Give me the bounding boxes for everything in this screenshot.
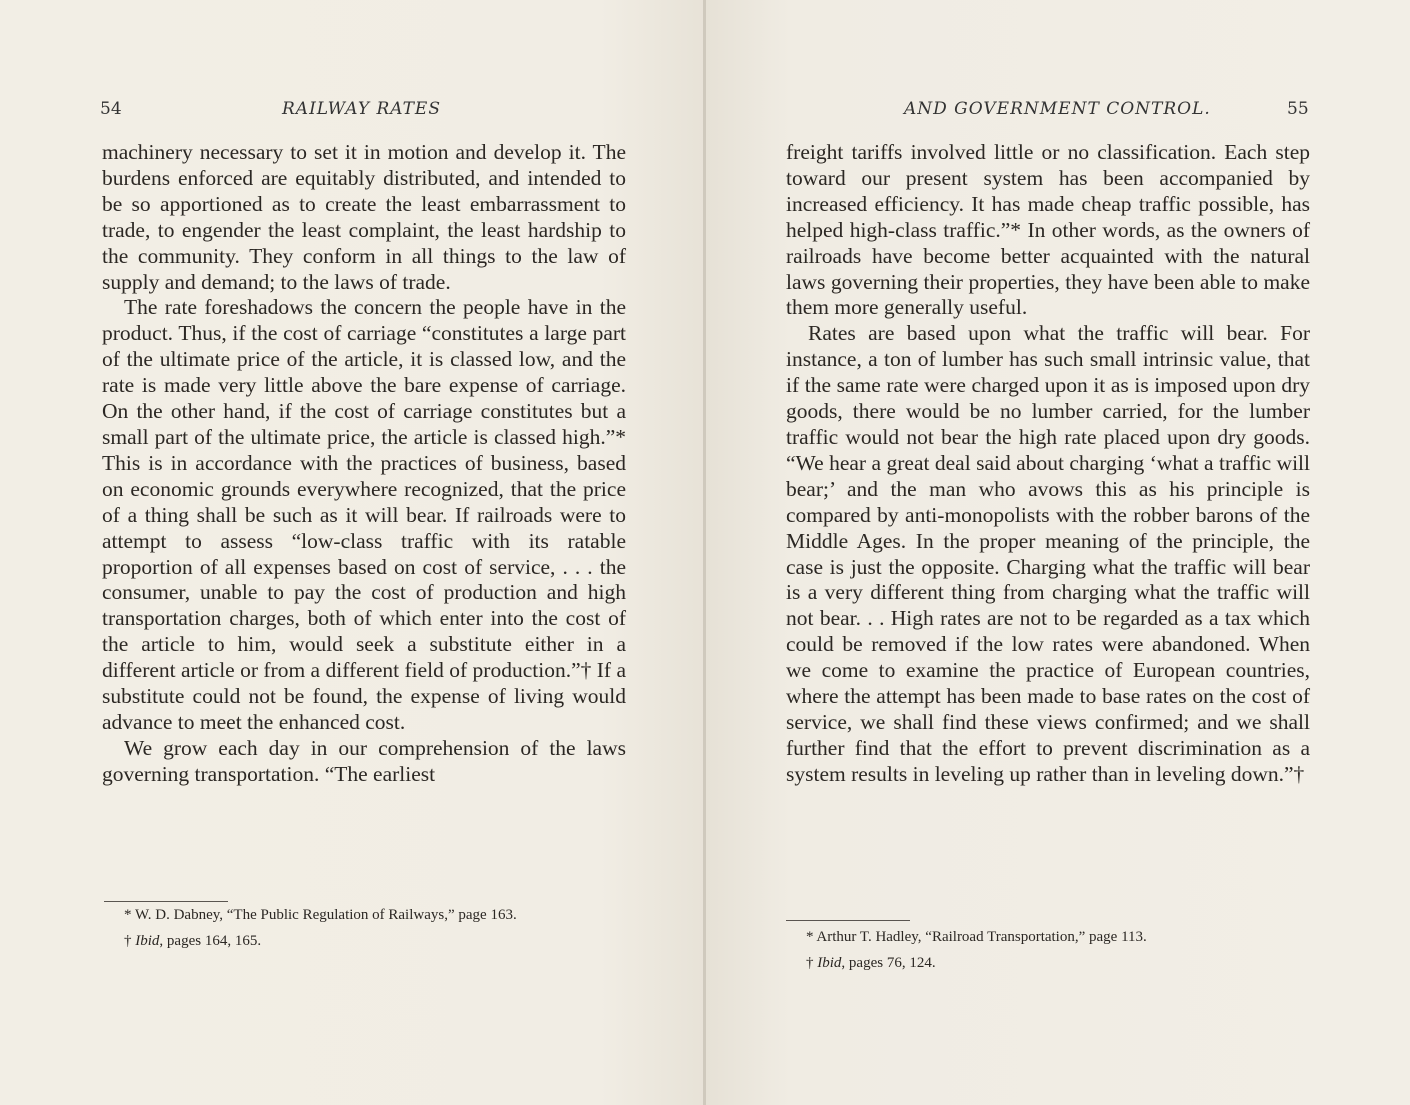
footnote-rule <box>786 920 910 921</box>
paragraph: machinery necessary to set it in motion and develop it. The burdens enforced are equitably distributed, and intended to be so apportioned as to create the least embarrassment to trade, to engender the least complaint, the least hardship to the community. They conform in all things to the law of supply and demand; to the laws of trade. <box>102 140 626 294</box>
running-title: AND GOVERNMENT CONTROL. <box>904 99 1211 119</box>
footnote-rule <box>104 901 228 902</box>
left-running-head <box>100 96 630 122</box>
right-running-head <box>904 96 1309 122</box>
left-footnotes <box>104 906 626 958</box>
paragraph: The rate foreshadows the concern the people have in the product. Thus, if the cost of carriage “constitutes a large part of the ultimate price of the article, it is classed low, and the rate is made very little above the bare expense of carriage. On the other hand, if the cost of carriage constitutes but a small part of the ultimate price, the article is classed high.”* This is in accordance with the practices of business, based on economic grounds everywhere recognized, that the price of a thing shall be such as it will bear. If railroads were to attempt to assess “low-class traffic with its ratable proportion of all expenses based on cost of service, . . . the consumer, unable to pay the cost of production and high transportation charges, both of which enter into the cost of the article to him, would seek a substitute either in a different article or from a different field of production.”† If a substitute could not be found, the expense of living would advance to meet the enhanced cost. <box>102 295 626 734</box>
footnote: * W. D. Dabney, “The Public Regulation of Railways,” page 163. <box>124 907 517 923</box>
page-number: 55 <box>1287 99 1309 119</box>
running-title: RAILWAY RATES <box>282 99 441 119</box>
right-body-text <box>786 140 1310 788</box>
right-footnotes <box>786 928 1308 980</box>
footnote: * Arthur T. Hadley, “Railroad Transportation,” page 113. <box>806 929 1147 945</box>
left-body-text <box>102 140 626 788</box>
right-page <box>706 0 1410 1105</box>
page-number: 54 <box>100 99 122 119</box>
paragraph: Rates are based upon what the traffic will bear. For instance, a ton of lumber has such small intrinsic value, that if the same rate were charged upon it as is imposed upon dry goods, there would be no lumber carried, for the lumber traffic would not bear the high rate placed upon dry goods. “We hear a great deal said about charging ‘what a traffic will bear;’ and the man who avows this as his principle is compared by anti-monopolists with the robber barons of the Middle Ages. In the proper meaning of the principle, the case is just the opposite. Charging what the traffic will bear is a very different thing from charging what the traffic will not bear. . . High rates are not to be regarded as a tax which could be removed if the low rates were abandoned. When we come to examine the practice of European countries, where the attempt has been made to base rates on the cost of service, we shall find these views confirmed; and we shall further find that the effort to prevent discrimination as a system results in leveling up rather than in leveling down.”† <box>786 321 1310 786</box>
paragraph: freight tariffs involved little or no classification. Each step toward our present system has been accompanied by increased efficiency. It has made cheap traffic possible, has helped high-class traffic.”* In other words, as the owners of railroads have become better acquainted with the natural laws governing their properties, they have been able to make them more generally useful. <box>786 140 1310 320</box>
footnote: † Ibid, pages 76, 124. <box>806 955 936 971</box>
footnote: † Ibid, pages 164, 165. <box>124 933 262 949</box>
paragraph: We grow each day in our comprehension of the laws governing transportation. “The earliest <box>102 735 626 786</box>
